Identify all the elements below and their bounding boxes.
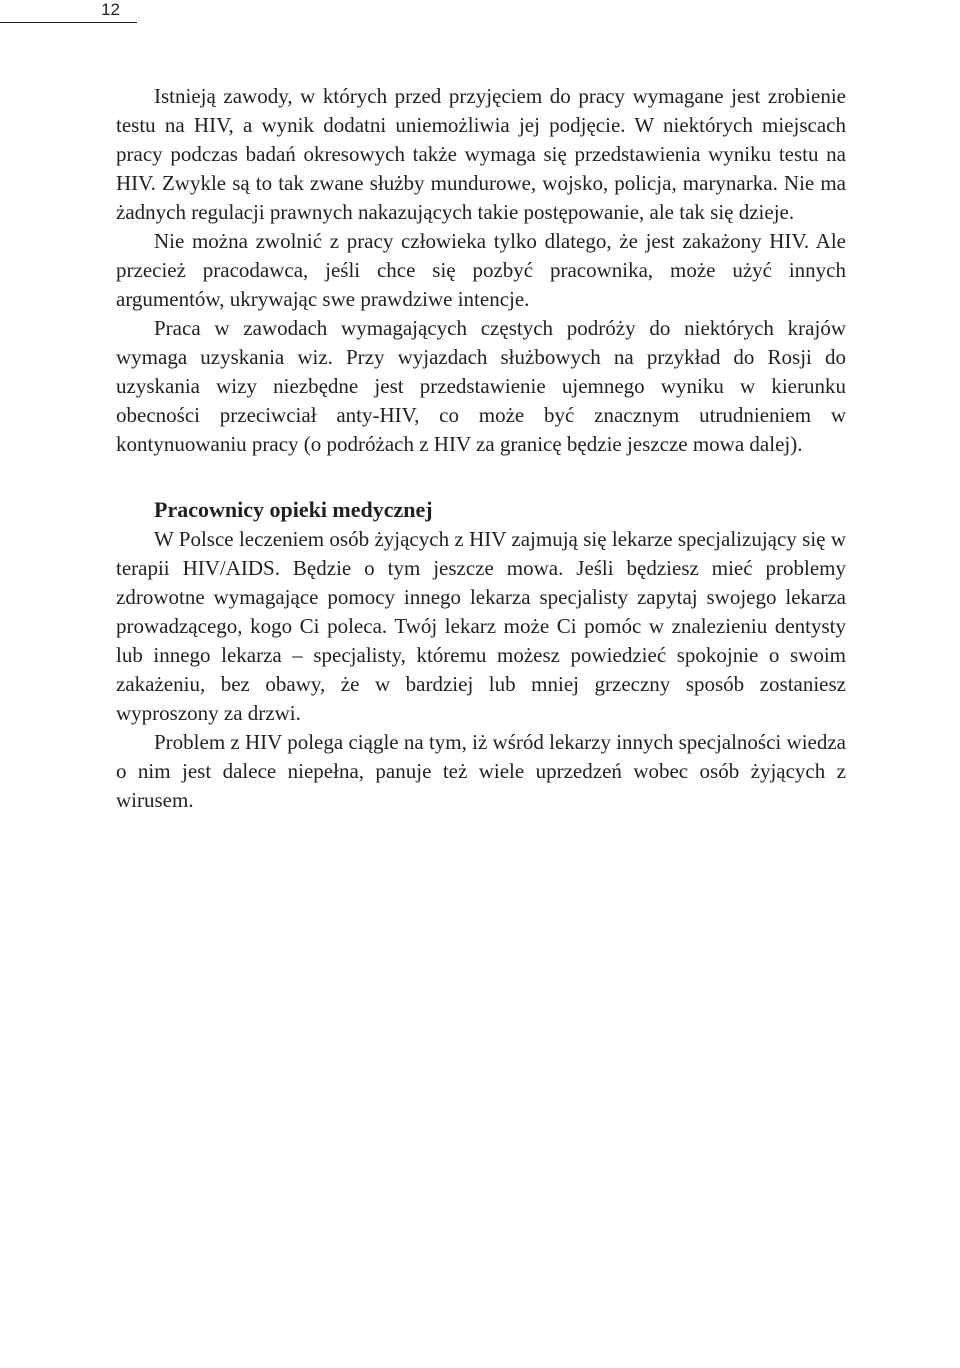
paragraph-employment-testing: Istnieją zawody, w których przed przyjęciem do pracy wymagane jest zrobienie testu na HIV, a wynik dodatni uniemożliwia jej podjęcie. W niektórych miejscach pracy podczas badań okresowych także wymaga się przedstawienia wyniku testu na HIV. Zwykle są to tak zwane służby mundurowe, wojsko, policja, marynarka. Nie ma żadnych regulacji prawnych nakazujących takie postępowanie, ale tak się dzieje.	[116, 84, 846, 224]
section-heading: Pracownicy opieki medycznej	[154, 497, 433, 522]
page-number: 12	[101, 0, 120, 19]
header-rule	[0, 22, 137, 23]
paragraph-dismissal: Nie można zwolnić z pracy człowieka tylko dlatego, że jest zakażony HIV. Ale przecież pracodawca, jeśli chce się pozbyć pracownika, może użyć innych argumentów, ukrywając swe prawdziwe intencje.	[116, 229, 846, 311]
paragraph-travel-visas: Praca w zawodach wymagających częstych podróży do niektórych krajów wymaga uzyskania wiz. Przy wyjazdach służbowych na przykład do Rosji do uzyskania wizy niezbędne jest przedstawienie ujemnego wyniku w kierunku obecności przeciwciał anty-HIV, co może być znacznym utrudnieniem w kontynuowaniu pracy (o podróżach z HIV za granicę będzie jeszcze mowa dalej).	[116, 316, 846, 456]
paragraph-medical-specialists: W Polsce leczeniem osób żyjących z HIV zajmują się lekarze specjalizujący się w terapii HIV/AIDS. Będzie o tym jeszcze mowa. Jeśli będziesz mieć problemy zdrowotne wymagające pomocy innego lekarza specjalisty zapytaj swojego lekarza prowadzącego, kogo Ci poleca. Twój lekarz może Ci pomóc w znalezieniu dentysty lub innego lekarza – specjalisty, któremu możesz powiedzieć spokojnie o swoim zakażeniu, bez obawy, że w bardziej lub mniej grzeczny sposób zostaniesz wyproszony za drzwi.	[116, 527, 846, 725]
page-body	[116, 82, 846, 815]
paragraph-doctor-knowledge: Problem z HIV polega ciągle na tym, iż wśród lekarzy innych specjalności wiedza o nim jest dalece niepełna, panuje też wiele uprzedzeń wobec osób żyjących z wirusem.	[116, 730, 846, 812]
